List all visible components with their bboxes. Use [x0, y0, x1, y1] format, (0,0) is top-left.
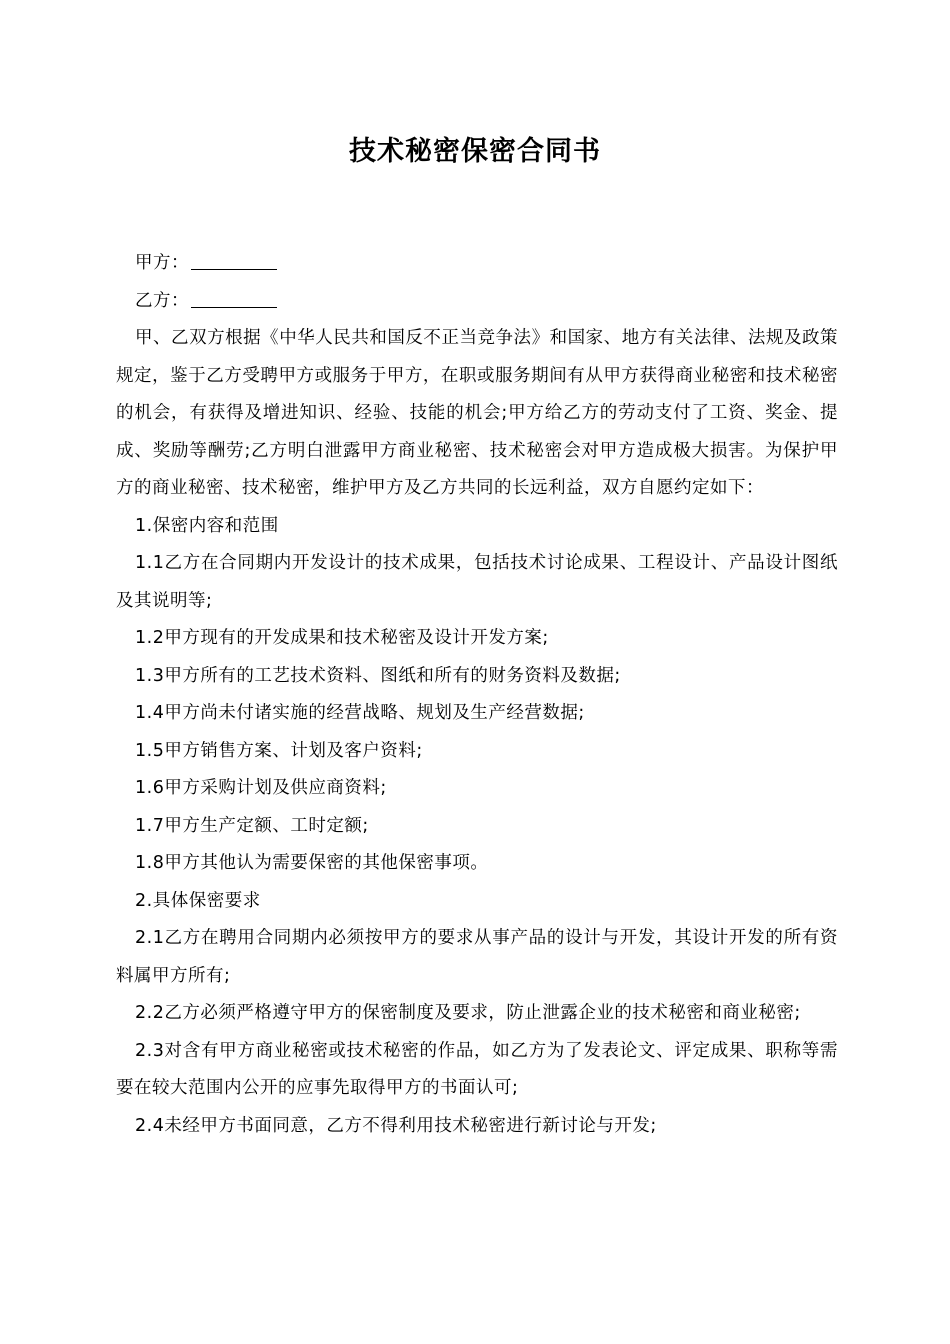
- party-a-label: 甲方：: [135, 253, 189, 273]
- clause-item: 2.1乙方在聘用合同期内必须按甲方的要求从事产品的设计与开发，其设计开发的所有资料属甲方所有;: [116, 928, 838, 986]
- clause-item: 1.1乙方在合同期内开发设计的技术成果，包括技术讨论成果、工程设计、产品设计图纸及其说明等;: [116, 553, 838, 611]
- document-body: [116, 245, 838, 1145]
- clause-item: 1.8甲方其他认为需要保密的其他保密事项。: [135, 853, 489, 873]
- party-a-line: [116, 245, 838, 283]
- clause-item: 1.7甲方生产定额、工时定额;: [135, 815, 369, 836]
- clause-item: 1.3甲方所有的工艺技术资料、图纸和所有的财务资料及数据;: [135, 665, 621, 686]
- clause-item: 2.4未经甲方书面同意，乙方不得利用技术秘密进行新讨论与开发;: [135, 1115, 657, 1136]
- party-b-label: 乙方：: [135, 290, 189, 311]
- clause-item: 1.6甲方采购计划及供应商资料;: [135, 778, 387, 798]
- party-b-line: [116, 283, 838, 321]
- clause-item: 2.3对含有甲方商业秘密或技术秘密的作品，如乙方为了发表论文、评定成果、职称等需要在较大范围内公开的应事先取得甲方的书面认可;: [116, 1040, 838, 1098]
- party-b-blank: [191, 287, 277, 308]
- section-heading: 2.具体保密要求: [135, 890, 261, 911]
- section-heading: 1.保密内容和范围: [135, 515, 279, 536]
- paragraph-preamble: 甲、乙双方根据《中华人民共和国反不正当竞争法》和国家、地方有关法律、法规及政策规定，鉴于乙方受聘甲方或服务于甲方，在职或服务期间有从甲方获得商业秘密和技术秘密的机会，有获得及增进知识、经验、技能的机会;甲方给乙方的劳动支付了工资、奖金、提成、奖励等酬劳;乙方明白泄露甲方商业秘密、技术秘密会对甲方造成极大损害。为保护甲方的商业秘密、技术秘密，维护甲方及乙方共同的长远利益，双方自愿约定如下：: [116, 328, 838, 498]
- clause-item: 2.2乙方必须严格遵守甲方的保密制度及要求，防止泄露企业的技术秘密和商业秘密;: [135, 1003, 801, 1023]
- clause-item: 1.4甲方尚未付诸实施的经营战略、规划及生产经营数据;: [135, 703, 585, 723]
- clause-item: 1.5甲方销售方案、计划及客户资料;: [135, 740, 423, 761]
- document-title: 技术秘密保密合同书: [349, 136, 601, 167]
- clause-item: 1.2甲方现有的开发成果和技术秘密及设计开发方案;: [135, 628, 549, 648]
- party-a-blank: [191, 249, 277, 270]
